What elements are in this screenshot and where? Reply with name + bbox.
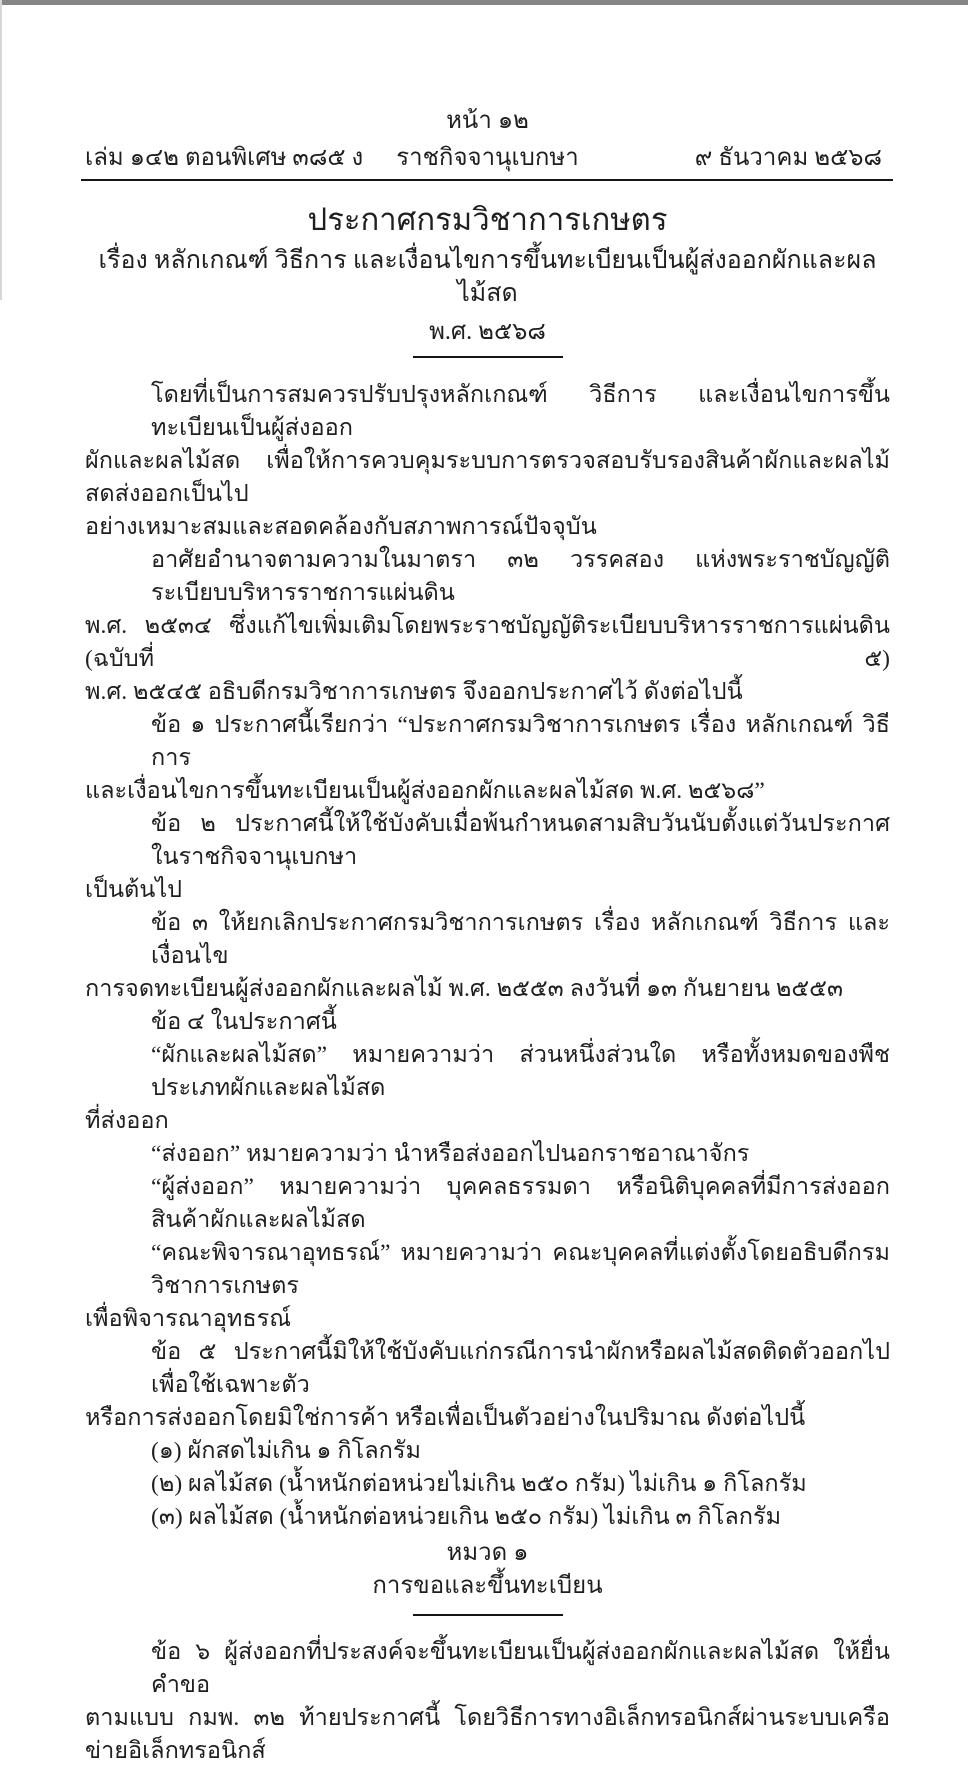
body-line: และเงื่อนไขการขึ้นทะเบียนเป็นผู้ส่งออกผักและผลไม้สด พ.ศ. ๒๕๖๘” (85, 778, 765, 804)
chapter-rule (413, 1614, 563, 1616)
body-line: พ.ศ. ๒๕๔๕ อธิบดีกรมวิชาการเกษตร จึงออกประกาศไว้ ดังต่อไปนี้ (85, 679, 743, 705)
body-line: ข้อ ๒ ประกาศนี้ให้ใช้บังคับเมื่อพ้นกำหนดสามสิบวันนับตั้งแต่วันประกาศในราชกิจจานุเบกษา (151, 811, 890, 870)
body-line: อาศัยอำนาจตามความในมาตรา ๓๒ วรรคสอง แห่งพระราชบัญญัติระเบียบบริหารราชการแผ่นดิน (151, 547, 890, 606)
volume-issue: เล่ม ๑๔๒ ตอนพิเศษ ๓๘๕ ง (85, 145, 364, 171)
body-line: “ส่งออก” หมายความว่า นำหรือส่งออกไปนอกราชอาณาจักร (151, 1141, 750, 1167)
body-line: หรือการส่งออกโดยมิใช่การค้า หรือเพื่อเป็นตัวอย่างในปริมาณ ดังต่อไปนี้ (85, 1405, 806, 1431)
body-line: (๓) ผลไม้สด (น้ำหนักต่อหน่วยเกิน ๒๕๐ กรัม) ไม่เกิน ๓ กิโลกรัม (151, 1504, 782, 1530)
body-line: โดยที่เป็นการสมควรปรับปรุงหลักเกณฑ์ วิธีการ และเงื่อนไขการขึ้นทะเบียนเป็นผู้ส่งออก (151, 382, 890, 441)
page-number: หน้า ๑๒ (446, 108, 529, 134)
announcement-subject: เรื่อง หลักเกณฑ์ วิธีการ และเงื่อนไขการขึ้นทะเบียนเป็นผู้ส่งออกผักและผลไม้สด (98, 247, 877, 307)
body-line: ข้อ ๖ ผู้ส่งออกที่ประสงค์จะขึ้นทะเบียนเป็นผู้ส่งออกผักและผลไม้สด ให้ยื่นคำขอ (151, 1639, 890, 1698)
body-line: การจดทะเบียนผู้ส่งออกผักและผลไม้ พ.ศ. ๒๕๕๓ ลงวันที่ ๑๓ กันยายน ๒๕๕๓ (85, 976, 844, 1002)
masthead (85, 144, 890, 172)
document-body-continued (85, 1636, 890, 1768)
body-line: พ.ศ. ๒๕๓๔ ซึ่งแก้ไขเพิ่มเติมโดยพระราชบัญญัติระเบียบบริหารราชการแผ่นดิน (ฉบับที่ ๕) (85, 613, 890, 672)
title-block (85, 199, 890, 358)
body-line: ข้อ ๔ ในประกาศนี้ (151, 1009, 337, 1035)
chapter-heading: หมวด ๑ (446, 1540, 529, 1566)
body-line: “คณะพิจารณาอุทธรณ์” หมายความว่า คณะบุคคลที่แต่งตั้งโดยอธิบดีกรมวิชาการเกษตร (151, 1240, 890, 1299)
body-line: “ผักและผลไม้สด” หมายความว่า ส่วนหนึ่งส่วนใด หรือทั้งหมดของพืชประเภทผักและผลไม้สด (151, 1042, 890, 1101)
body-line: ตามแบบ กมพ. ๓๒ ท้ายประกาศนี้ โดยวิธีการทางอิเล็กทรอนิกส์ผ่านระบบเครือข่ายอิเล็กทรอนิกส์ (85, 1705, 890, 1764)
body-line: เพื่อพิจารณาอุทธรณ์ (85, 1306, 292, 1332)
gazette-name: ราชกิจจานุเบกษา (396, 145, 579, 171)
chapter-block (85, 1537, 890, 1616)
announcement-year: พ.ศ. ๒๕๖๘ (429, 319, 546, 345)
body-line: (๒) ผลไม้สด (น้ำหนักต่อหน่วยไม่เกิน ๒๕๐ กรัม) ไม่เกิน ๑ กิโลกรัม (151, 1471, 807, 1497)
title-rule (413, 356, 563, 358)
body-line: ข้อ ๓ ให้ยกเลิกประกาศกรมวิชาการเกษตร เรื่อง หลักเกณฑ์ วิธีการ และเงื่อนไข (151, 910, 890, 969)
announcement-title: ประกาศกรมวิชาการเกษตร (307, 202, 668, 237)
body-line: ที่ส่งออก (85, 1108, 169, 1134)
body-line: “ผู้ส่งออก” หมายความว่า บุคคลธรรมดา หรือนิติบุคคลที่มีการส่งออกสินค้าผักและผลไม้สด (151, 1174, 890, 1233)
body-line: เป็นต้นไป (85, 877, 183, 903)
body-line: ผักและผลไม้สด เพื่อให้การควบคุมระบบการตรวจสอบรับรองสินค้าผักและผลไม้สดส่งออกเป็นไป (85, 448, 890, 507)
header-rule (81, 179, 893, 181)
body-line: อย่างเหมาะสมและสอดคล้องกับสภาพการณ์ปัจจุบัน (85, 514, 597, 540)
document-body (85, 379, 890, 1534)
body-line: ข้อ ๑ ประกาศนี้เรียกว่า “ประกาศกรมวิชาการเกษตร เรื่อง หลักเกณฑ์ วิธีการ (151, 712, 890, 771)
chapter-title: การขอและขึ้นทะเบียน (372, 1573, 603, 1599)
body-line: ข้อ ๕ ประกาศนี้มิให้ใช้บังคับแก่กรณีการนำผักหรือผลไม้สดติดตัวออกไป เพื่อใช้เฉพาะตัว (151, 1339, 890, 1398)
body-line: (๑) ผักสดไม่เกิน ๑ กิโลกรัม (151, 1438, 421, 1464)
publication-date: ๙ ธันวาคม ๒๕๖๘ (694, 145, 882, 171)
